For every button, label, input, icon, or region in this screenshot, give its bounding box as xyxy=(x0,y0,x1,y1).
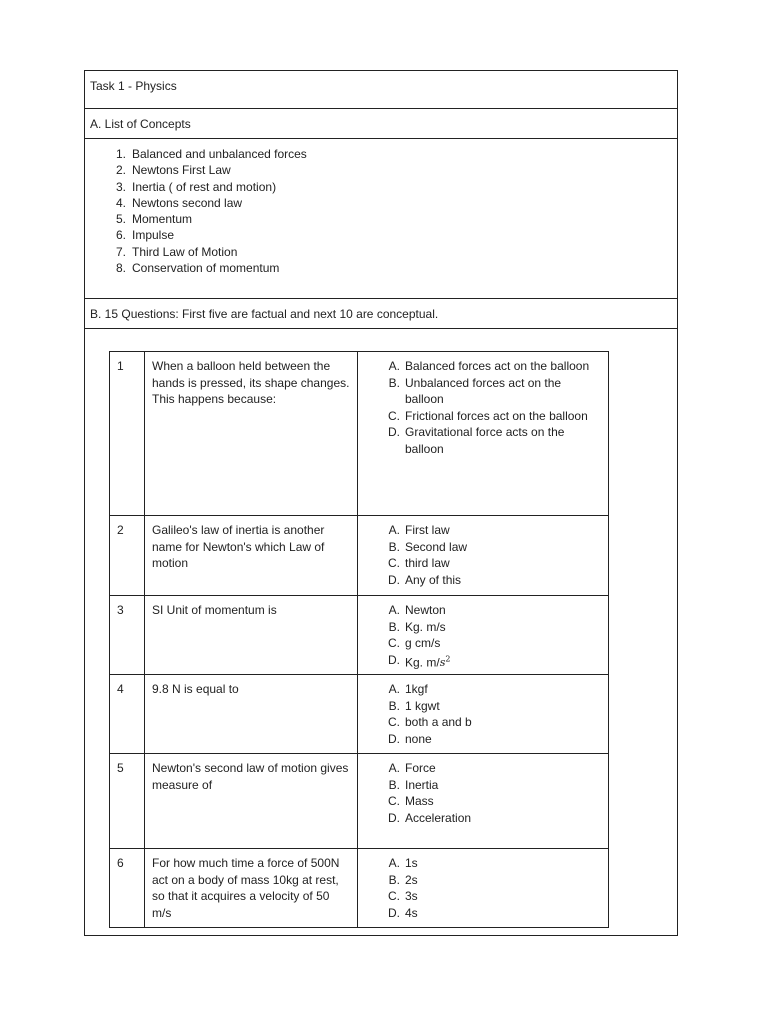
option-letter: B. xyxy=(388,872,400,887)
option-text: Newton xyxy=(405,603,446,617)
option-letter: C. xyxy=(388,794,400,808)
option-letter: D. xyxy=(388,810,400,825)
question-options xyxy=(358,675,609,754)
question-text: 9.8 N is equal to xyxy=(145,675,358,754)
option-text: 1 kgwt xyxy=(405,698,440,713)
concept-item xyxy=(90,227,677,243)
option-letter: A. xyxy=(388,603,400,617)
option-letter: A. xyxy=(388,761,400,775)
option-letter: D. xyxy=(388,652,400,667)
option-item xyxy=(358,714,603,731)
option-text: Kg. m/s xyxy=(405,619,446,634)
option-text: Frictional forces act on the balloon xyxy=(405,408,588,423)
option-item xyxy=(358,810,603,827)
question-number: 1 xyxy=(110,352,145,516)
options-list xyxy=(358,681,603,747)
option-text: Mass xyxy=(405,794,434,808)
option-text: both a and b xyxy=(405,715,472,729)
option-text: Inertia xyxy=(405,777,439,792)
option-text: g cm/s xyxy=(405,636,441,650)
section-b-heading: B. 15 Questions: First five are factual and next 10 are conceptual. xyxy=(90,307,439,321)
question-options xyxy=(358,849,609,928)
option-letter: A. xyxy=(388,523,400,537)
option-text: 3s xyxy=(405,889,418,903)
option-item xyxy=(358,855,603,872)
option-item xyxy=(358,888,603,905)
option-item xyxy=(358,539,603,556)
question-number: 6 xyxy=(110,849,145,928)
question-number: 5 xyxy=(110,754,145,849)
option-letter: C. xyxy=(388,636,400,650)
question-text: SI Unit of momentum is xyxy=(145,596,358,675)
option-text: 1kgf xyxy=(405,682,428,696)
option-item xyxy=(358,731,603,748)
concept-number: 6. xyxy=(115,228,126,243)
option-item xyxy=(358,635,603,652)
option-text: 2s xyxy=(405,872,418,887)
option-item xyxy=(358,358,603,375)
concept-item xyxy=(90,146,677,162)
concept-number: 5. xyxy=(115,212,126,227)
concept-number: 3. xyxy=(115,179,126,194)
question-options xyxy=(358,352,609,516)
option-letter: A. xyxy=(388,359,400,373)
question-row xyxy=(110,849,609,928)
option-item xyxy=(358,522,603,539)
concept-item xyxy=(90,260,677,276)
concept-text: Inertia ( of rest and motion) xyxy=(132,179,277,194)
option-text: none xyxy=(405,731,432,746)
concept-text: Newtons second law xyxy=(132,195,243,210)
unit-math xyxy=(440,656,451,669)
option-item xyxy=(358,572,603,589)
concept-number: 1. xyxy=(115,147,126,161)
question-number: 2 xyxy=(110,516,145,596)
concept-number: 2. xyxy=(115,163,126,178)
concept-item xyxy=(90,244,677,260)
concept-item xyxy=(90,211,677,227)
option-text: 1s xyxy=(405,856,418,870)
concepts-list xyxy=(90,146,677,276)
options-list xyxy=(358,855,603,921)
question-number: 3 xyxy=(110,596,145,675)
section-b-row xyxy=(85,299,677,329)
concept-text: Newtons First Law xyxy=(132,163,231,178)
concept-text: Third Law of Motion xyxy=(132,244,238,259)
question-text: When a balloon held between the hands is pressed, its shape changes. This happens because: xyxy=(145,352,358,516)
option-letter: B. xyxy=(388,777,400,792)
option-letter: D. xyxy=(388,425,400,439)
option-item xyxy=(358,602,603,619)
unit-exponent: 2 xyxy=(445,654,451,664)
options-list xyxy=(358,358,603,457)
concept-text: Impulse xyxy=(132,228,175,243)
question-options xyxy=(358,596,609,675)
section-a-row xyxy=(85,109,677,139)
options-list xyxy=(358,522,603,588)
question-row xyxy=(110,516,609,596)
option-text: 4s xyxy=(405,905,418,920)
option-text: Any of this xyxy=(405,572,462,587)
option-text: Gravitational force acts on the balloon xyxy=(405,425,565,456)
question-text: Newton's second law of motion gives measure of xyxy=(145,754,358,849)
concept-item xyxy=(90,195,677,211)
option-text: Kg. m/ xyxy=(405,655,440,670)
option-item xyxy=(358,872,603,889)
option-letter: A. xyxy=(388,682,400,696)
question-number: 4 xyxy=(110,675,145,754)
option-text: Balanced forces act on the balloon xyxy=(405,359,590,373)
option-text: third law xyxy=(405,556,450,570)
questions-table xyxy=(109,351,609,928)
concept-number: 7. xyxy=(115,244,126,259)
section-a-heading: A. List of Concepts xyxy=(90,117,191,131)
option-letter: C. xyxy=(388,715,400,729)
option-letter: B. xyxy=(388,619,400,634)
question-text: Galileo's law of inertia is another name for Newton's which Law of motion xyxy=(145,516,358,596)
option-item xyxy=(358,652,603,672)
question-options xyxy=(358,754,609,849)
concept-text: Balanced and unbalanced forces xyxy=(132,147,307,161)
task-title-row xyxy=(85,71,677,109)
document-table xyxy=(84,70,678,936)
concept-number: 4. xyxy=(115,195,126,210)
option-text: Acceleration xyxy=(405,810,472,825)
option-letter: D. xyxy=(388,731,400,746)
option-item xyxy=(358,681,603,698)
option-text: Second law xyxy=(405,539,468,554)
concept-number: 8. xyxy=(115,261,126,276)
option-text: First law xyxy=(405,523,450,537)
option-letter: B. xyxy=(388,375,400,390)
option-item xyxy=(358,777,603,794)
unit-symbol: s xyxy=(439,656,446,670)
options-list xyxy=(358,760,603,826)
options-list xyxy=(358,602,603,672)
option-item xyxy=(358,760,603,777)
option-item xyxy=(358,619,603,636)
option-letter: C. xyxy=(388,889,400,903)
option-letter: B. xyxy=(388,539,400,554)
option-letter: C. xyxy=(388,408,400,423)
option-item xyxy=(358,375,603,408)
question-text: For how much time a force of 500N act on a body of mass 10kg at rest, so that it acquires a velocity of 50 m/s xyxy=(145,849,358,928)
option-letter: B. xyxy=(388,698,400,713)
option-item xyxy=(358,408,603,425)
option-letter: C. xyxy=(388,556,400,570)
option-letter: A. xyxy=(388,856,400,870)
question-options xyxy=(358,516,609,596)
option-item xyxy=(358,905,603,922)
option-letter: D. xyxy=(388,572,400,587)
question-row xyxy=(110,675,609,754)
concept-text: Conservation of momentum xyxy=(132,261,280,276)
concepts-row xyxy=(85,139,677,299)
concept-item xyxy=(90,179,677,195)
option-text: Unbalanced forces act on the balloon xyxy=(405,375,562,406)
option-item xyxy=(358,424,603,457)
option-item xyxy=(358,698,603,715)
option-text: Force xyxy=(405,761,436,775)
option-letter: D. xyxy=(388,905,400,920)
questions-row xyxy=(85,329,677,935)
concept-text: Momentum xyxy=(132,212,193,227)
concept-item xyxy=(90,162,677,178)
question-row xyxy=(110,352,609,516)
task-title: Task 1 - Physics xyxy=(90,79,177,93)
question-row xyxy=(110,596,609,675)
option-item xyxy=(358,793,603,810)
option-item xyxy=(358,555,603,572)
question-row xyxy=(110,754,609,849)
